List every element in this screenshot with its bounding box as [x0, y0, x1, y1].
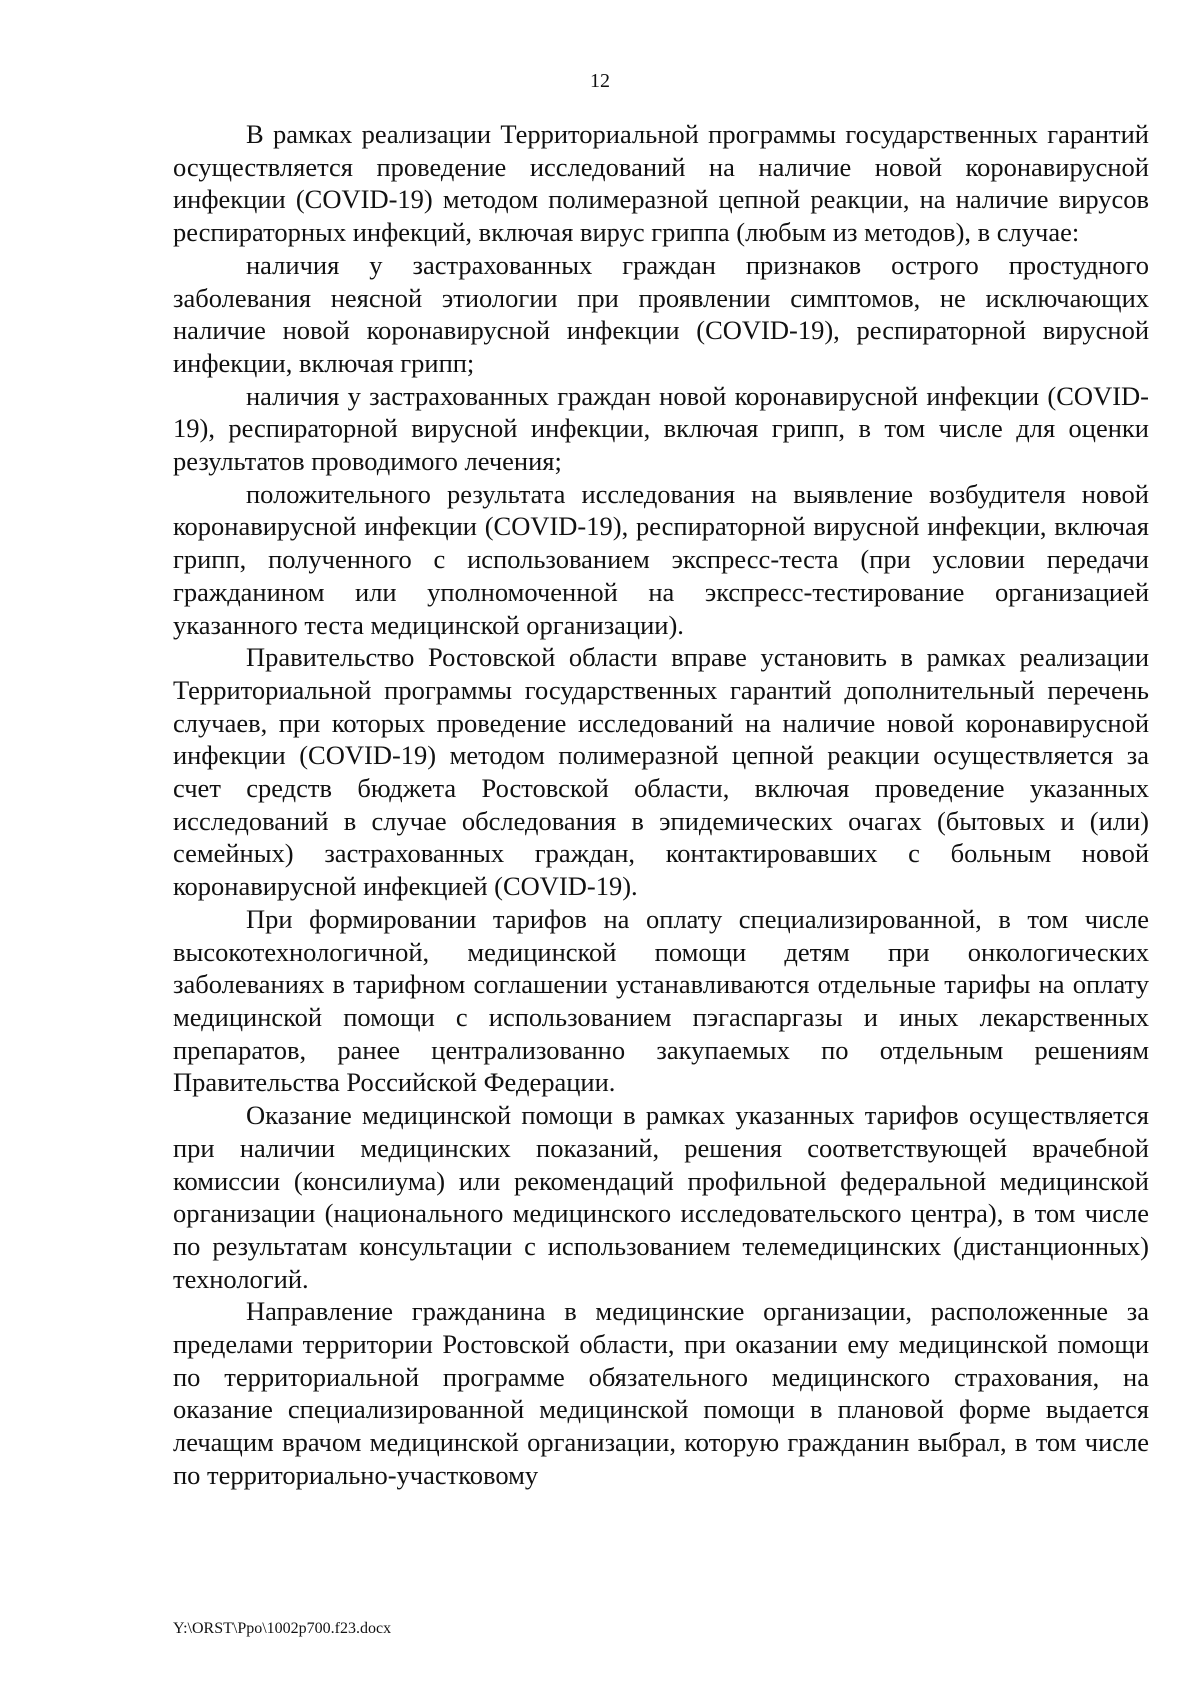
paragraph: При формировании тарифов на оплату специализированной, в том числе высокотехнологичной, медицинской помощи детям при онкологических заболеваниях в тарифном соглашении устанавливаются отдельные тарифы на оплату медицинской помощи с использованием пэгаспаргазы и иных лекарственных препаратов, ранее централизованно закупаемых по отдельным решениям Правительства Российской Федерации.: [173, 903, 1149, 1098]
paragraph: Оказание медицинской помощи в рамках указанных тарифов осуществляется при наличии медицинских показаний, решения соответствующей врачебной комиссии (консилиума) или рекомендаций профильной федеральной медицинской организации (национального медицинского исследовательского центра), в том числе по результатам консультации с использованием телемедицинских (дистанционных) технологий.: [173, 1100, 1149, 1294]
page-number: 12: [590, 70, 610, 92]
paragraph: Направление гражданина в медицинские организации, расположенные за пределами территории Ростовской области, при оказании ему медицинской помощи по территориальной программе обязательного медицинского страхования, на оказание специализированной медицинской помощи в плановой форме выдается лечащим врачом медицинской организации, которую гражданин выбрал, в том числе по территориально-участковому: [173, 1296, 1149, 1490]
document-body: [173, 118, 1149, 1492]
paragraph: Правительство Ростовской области вправе установить в рамках реализации Территориальной программы государственных гарантий дополнительный перечень случаев, при которых проведение исследований на наличие новой коронавирусной инфекции (COVID-19) методом полимеразной цепной реакции осуществляется за счет средств бюджета Ростовской области, включая проведение указанных исследований в случае обследования в эпидемических очагах (бытовых и (или) семейных) застрахованных граждан, контактировавших с больным новой коронавирусной инфекцией (COVID-19).: [173, 642, 1149, 902]
paragraph: наличия у застрахованных граждан новой коронавирусной инфекции (COVID-19), респираторной вирусной инфекции, включая грипп, в том числе для оценки результатов проводимого лечения;: [173, 380, 1149, 477]
paragraph: наличия у застрахованных граждан признаков острого простудного заболевания неясной этиологии при проявлении симптомов, не исключающих наличие новой коронавирусной инфекции (COVID-19), респираторной вирусной инфекции, включая грипп;: [173, 249, 1149, 378]
footer-file-path: Y:\ORST\Ppo\1002p700.f23.docx: [173, 1620, 392, 1637]
paragraph: В рамках реализации Территориальной программы государственных гарантий осуществляется проведение исследований на наличие новой коронавирусной инфекции (COVID-19) методом полимеразной цепной реакции, на наличие вирусов респираторных инфекций, включая вирус гриппа (любым из методов), в случае:: [173, 119, 1149, 248]
paragraph: положительного результата исследования на выявление возбудителя новой коронавирусной инфекции (COVID-19), респираторной вирусной инфекции, включая грипп, полученного с использованием экспресс-теста (при условии передачи гражданином или уполномоченной на экспресс-тестирование организацией указанного теста медицинской организации).: [173, 478, 1149, 640]
